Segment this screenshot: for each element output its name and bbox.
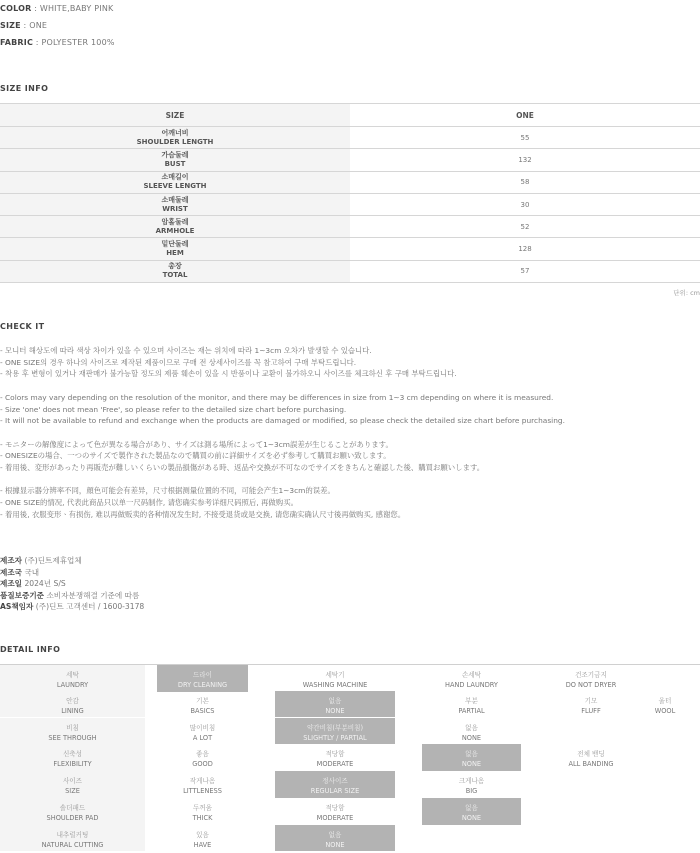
detail-en: SEE THROUGH xyxy=(48,733,97,742)
size-measure-value: 128 xyxy=(350,238,700,260)
size-measure-ko: 암홀둘레 xyxy=(161,217,189,226)
detail-option xyxy=(521,665,661,692)
detail-en: DRY CLEANING xyxy=(177,681,228,689)
detail-ko: 없음 xyxy=(328,696,342,705)
size-measure-value: 57 xyxy=(350,260,700,282)
note-line: - 착용 후 변형이 있거나 재판매가 불가능할 정도의 제품 훼손이 있을 시 반품이나 교환이 불가하오니 사이즈를 체크하신 후 구매 부탁드립니다. xyxy=(0,369,457,379)
check-it-notes xyxy=(0,345,700,521)
maker-value: 국내 xyxy=(24,567,40,577)
size-measure-en: SLEEVE LENGTH xyxy=(143,182,207,191)
detail-option-selected xyxy=(157,665,248,692)
size-measure-label xyxy=(0,260,350,282)
detail-ko: 내추럴커팅 xyxy=(56,830,89,839)
detail-ko: 적당함 xyxy=(325,750,345,759)
maker-value: (주)딘트제휴업체 xyxy=(24,556,82,565)
color-value: WHITE,BABY PINK xyxy=(39,4,114,13)
maker-line xyxy=(0,555,144,567)
detail-option xyxy=(422,718,521,745)
detail-en: PARTIAL xyxy=(458,706,485,715)
detail-ko: 없음 xyxy=(465,723,478,732)
detail-ko: 없음 xyxy=(328,830,342,839)
maker-label: AS책임자 xyxy=(0,602,34,612)
detail-ko: 약간비침(부분비침) xyxy=(306,723,364,732)
maker-line xyxy=(0,567,144,579)
detail-option xyxy=(422,691,521,718)
detail-ko: 울터 xyxy=(658,696,672,705)
detail-en: THICK xyxy=(192,814,213,822)
detail-option-selected xyxy=(422,744,521,771)
size-measure-en: HEM xyxy=(166,249,184,258)
detail-ko: 정사이즈 xyxy=(322,777,348,786)
detail-en: NONE xyxy=(461,814,482,822)
detail-ko: 기모 xyxy=(584,696,598,705)
detail-ko: 두꺼움 xyxy=(192,804,213,812)
size-measure-label xyxy=(0,149,350,171)
size-label: SIZE xyxy=(0,21,21,30)
detail-ko: 신축성 xyxy=(62,750,83,759)
detail-en: NATURAL CUTTING xyxy=(41,840,104,849)
maker-label: 제조국 xyxy=(0,567,23,577)
size-table-header xyxy=(0,104,700,127)
detail-ko: 전체 밴딩 xyxy=(577,750,605,759)
check-it-title: CHECK IT xyxy=(0,322,45,331)
maker-label: 품질보증기준 xyxy=(0,590,45,600)
detail-ko: 있음 xyxy=(196,830,209,839)
size-measure-ko: 어깨너비 xyxy=(161,128,189,137)
detail-option-selected xyxy=(275,691,395,718)
size-measure-en: ARMHOLE xyxy=(155,226,195,235)
detail-option xyxy=(521,744,661,771)
size-measure-ko: 소매길이 xyxy=(161,173,189,182)
size-table xyxy=(0,103,700,283)
detail-ko: 세탁기 xyxy=(325,671,345,679)
size-measure-en: TOTAL xyxy=(162,271,188,280)
detail-ko: 작게나옴 xyxy=(189,777,216,786)
detail-ko: 많이비침 xyxy=(189,723,216,732)
detail-ko: 세탁 xyxy=(66,671,79,679)
detail-en: BASICS xyxy=(190,706,215,715)
size-measure-label xyxy=(0,238,350,260)
note-line: - モニターの解像度によって色が異なる場合があり、サイズは測る場所によって1~3cm誤差が生じることがあります。 xyxy=(0,439,393,449)
note-line: - ONESIZEの場合、一つのサイズで製作された製品なので購買の前に詳細サイズを必ず参考して購買お願い致します。 xyxy=(0,451,391,461)
detail-en: NONE xyxy=(325,840,345,849)
detail-en: NONE xyxy=(461,760,482,769)
detail-en: MODERATE xyxy=(316,814,354,822)
size-measure-value: 30 xyxy=(350,193,700,215)
maker-label: 제조일 xyxy=(0,579,23,589)
detail-row xyxy=(0,825,700,852)
detail-label xyxy=(0,718,145,745)
size-row xyxy=(0,127,700,149)
detail-label xyxy=(0,691,145,718)
detail-option xyxy=(422,771,521,798)
detail-ko: 크게나옴 xyxy=(458,777,485,786)
detail-en: REGULAR SIZE xyxy=(310,787,360,796)
detail-option xyxy=(275,744,395,771)
size-measure-value: 52 xyxy=(350,216,700,238)
detail-en: LITTLENESS xyxy=(183,787,222,796)
detail-en: LINING xyxy=(61,706,84,715)
note-line: - 着用後, 衣服变形ㆍ有损伤, 难以再做贩卖的各种情况发生时, 不接受退货或是交换, 请您确实确认尺寸後再做购买, 感谢您。 xyxy=(0,509,406,519)
detail-en: NONE xyxy=(325,706,345,715)
detail-option xyxy=(157,771,248,798)
size-row xyxy=(0,238,700,260)
detail-en: A LOT xyxy=(192,733,213,742)
size-row xyxy=(0,149,700,171)
detail-option xyxy=(422,665,521,692)
detail-row xyxy=(0,718,700,745)
color-label: COLOR xyxy=(0,4,32,13)
detail-label xyxy=(0,744,145,771)
detail-option xyxy=(157,718,248,745)
size-attribute: SIZE : ONE xyxy=(0,21,48,30)
size-measure-en: SHOULDER LENGTH xyxy=(136,137,214,146)
detail-row xyxy=(0,798,700,825)
detail-ko: 부분 xyxy=(465,696,478,705)
size-measure-label xyxy=(0,193,350,215)
note-line: - ONE SIZE的情况, 代表此商品只以单一尺码制作, 请您确实参考详细尺码照后, 再做购买。 xyxy=(0,498,298,508)
size-measure-value: 55 xyxy=(350,127,700,149)
detail-option xyxy=(157,744,248,771)
note-line: - Size 'one' does not mean 'Free', so please refer to the detailed size chart before purchasing. xyxy=(0,404,347,414)
note-line: - Colors may vary depending on the resolution of the monitor, and there may be differences in size from 1~3 cm depending on where it is measured. xyxy=(0,392,554,402)
detail-ko: 없음 xyxy=(465,750,478,759)
size-info-title: SIZE INFO xyxy=(0,84,49,93)
detail-en: FLUFF xyxy=(581,706,601,715)
detail-ko: 적당함 xyxy=(325,804,345,812)
detail-row xyxy=(0,771,700,798)
detail-en: HAND LAUNDRY xyxy=(445,681,498,689)
detail-en: LAUNDRY xyxy=(56,681,89,689)
size-measure-en: BUST xyxy=(164,159,186,168)
detail-option xyxy=(157,798,248,825)
unit-label: 단위: cm xyxy=(673,289,700,297)
detail-en: WASHING MACHINE xyxy=(302,681,368,689)
note-line: - It will not be available to refund and exchange when the products are damaged or modified, so please check the detailed size chart before purchasing. xyxy=(0,416,565,426)
detail-option xyxy=(157,825,248,852)
detail-en: SIZE xyxy=(65,787,80,796)
detail-ko: 좋음 xyxy=(196,750,209,759)
size-row xyxy=(0,193,700,215)
detail-en: GOOD xyxy=(192,760,213,769)
detail-en: MODERATE xyxy=(316,760,354,769)
size-measure-label xyxy=(0,127,350,149)
note-line: - 모니터 해상도에 따라 색상 차이가 있을 수 있으며 사이즈는 재는 위치에 따라 1~3cm 오차가 발생할 수 있습니다. xyxy=(0,346,372,355)
detail-en: BIG xyxy=(465,787,478,796)
fabric-label: FABRIC xyxy=(0,38,34,47)
size-measure-label xyxy=(0,216,350,238)
size-measure-ko: 밑단둘레 xyxy=(161,240,189,249)
detail-option xyxy=(157,691,248,718)
maker-label: 제조자 xyxy=(0,556,23,565)
detail-option xyxy=(630,691,700,718)
detail-ko: 드라이 xyxy=(192,671,213,679)
detail-ko: 사이즈 xyxy=(62,777,83,786)
detail-option-selected xyxy=(275,825,395,852)
note-line: - 着用後、変形があったり再販売が難しいくらいの製品損傷がある時、返品や交換が不可なのでサイズをきちんと確認した後、購買お願いします。 xyxy=(0,463,485,472)
size-measure-en: WRIST xyxy=(162,204,188,213)
size-measure-value: 132 xyxy=(350,149,700,171)
detail-label xyxy=(0,798,145,825)
detail-en: HAVE xyxy=(193,840,212,849)
size-measure-ko: 총장 xyxy=(168,262,182,271)
size-header-label: SIZE xyxy=(0,104,350,127)
fabric-value: POLYESTER 100% xyxy=(41,38,115,47)
fabric-attribute: FABRIC : POLYESTER 100% xyxy=(0,38,115,47)
detail-ko: 건조기금지 xyxy=(575,671,607,679)
size-row xyxy=(0,260,700,282)
detail-ko: 비침 xyxy=(66,723,79,732)
maker-info xyxy=(0,555,144,613)
size-measure-label xyxy=(0,171,350,193)
detail-option-selected xyxy=(275,771,395,798)
detail-row xyxy=(0,744,700,771)
color-attribute: COLOR : WHITE,BABY PINK xyxy=(0,4,114,13)
maker-value: 2024년 S/S xyxy=(24,579,66,589)
detail-label xyxy=(0,771,145,798)
detail-row xyxy=(0,691,700,718)
size-row xyxy=(0,216,700,238)
detail-en: ALL BANDING xyxy=(568,760,614,769)
detail-ko: 손세탁 xyxy=(461,671,482,679)
detail-en: FLEXIBILITY xyxy=(53,760,92,769)
note-line: - 根據显示器分辨率不同，顔色可能会有差异，尺寸根据测量位置的不同，可能会产生1~3cm的误差。 xyxy=(0,486,335,496)
size-header-one: ONE xyxy=(350,104,700,127)
size-measure-value: 58 xyxy=(350,171,700,193)
detail-ko: 없음 xyxy=(465,804,478,812)
size-measure-ko: 가슴둘레 xyxy=(161,150,189,159)
size-row xyxy=(0,171,700,193)
detail-en: NONE xyxy=(461,733,482,742)
maker-value: (주)딘트 고객센터 / 1600-3178 xyxy=(35,602,145,612)
size-measure-ko: 소매둘레 xyxy=(161,195,189,204)
detail-ko: 기본 xyxy=(196,696,209,705)
detail-grid xyxy=(0,664,700,853)
maker-line xyxy=(0,601,144,613)
note-line: - ONE SIZE의 경우 하나의 사이즈로 제작된 제품이므로 구매 전 상세사이즈를 꼭 참고하여 구매 부탁드립니다. xyxy=(0,357,357,367)
detail-ko: 숄더패드 xyxy=(59,804,86,812)
detail-en: SLIGHTLY / PARTIAL xyxy=(303,733,367,742)
detail-en: DO NOT DRYER xyxy=(565,681,617,689)
detail-info-title: DETAIL INFO xyxy=(0,645,61,654)
detail-label xyxy=(0,825,145,852)
size-value: ONE xyxy=(29,21,48,30)
maker-value: 소비자분쟁해결 기준에 따름 xyxy=(46,590,140,600)
detail-option-selected xyxy=(275,718,395,745)
detail-row xyxy=(0,664,700,692)
detail-option xyxy=(275,798,395,825)
detail-option-selected xyxy=(422,798,521,825)
maker-line xyxy=(0,578,144,590)
detail-option xyxy=(275,665,395,692)
detail-en: SHOULDER PAD xyxy=(46,814,99,822)
detail-label xyxy=(0,665,145,692)
detail-ko: 안감 xyxy=(66,696,79,705)
detail-en: WOOL xyxy=(654,706,676,715)
maker-line xyxy=(0,590,144,602)
